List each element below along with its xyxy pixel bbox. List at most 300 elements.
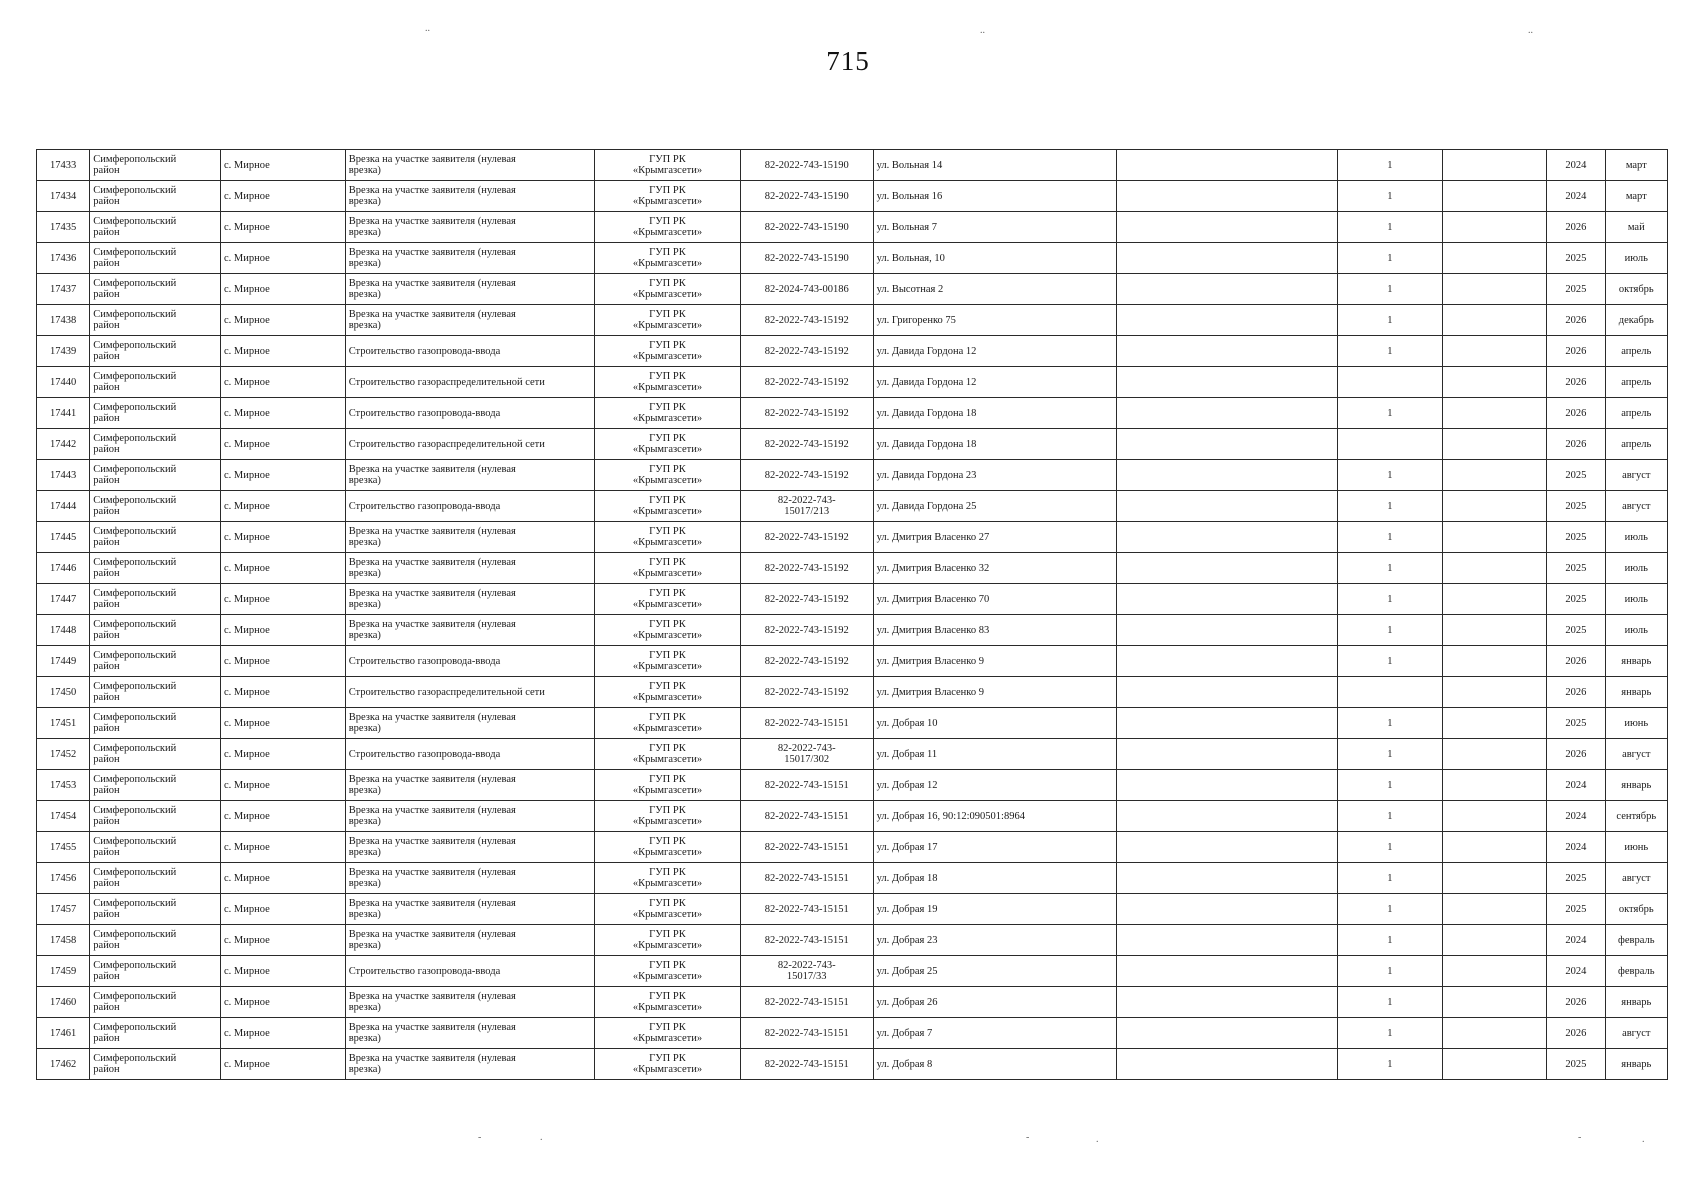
cell-line: Симферопольский (93, 1053, 177, 1064)
empty-cell (1116, 708, 1337, 739)
district-cell (90, 677, 221, 708)
tech-conditions-number-cell (740, 770, 873, 801)
cell-line: врезка) (348, 940, 381, 951)
work-type-cell (345, 832, 594, 863)
month-cell: август (1605, 491, 1667, 522)
table-row (37, 770, 1668, 801)
table-row (37, 677, 1668, 708)
work-type-cell (345, 708, 594, 739)
cell-line: врезка) (348, 196, 381, 207)
empty-cell (1442, 801, 1547, 832)
year-cell: 2024 (1547, 150, 1605, 181)
cell-line: район (93, 289, 120, 300)
work-type-cell (345, 801, 594, 832)
tech-conditions-number-cell (740, 429, 873, 460)
cell-line: Симферопольский (93, 898, 177, 909)
cell-line: ГУП РК (649, 1053, 686, 1064)
tech-conditions-number-cell (740, 150, 873, 181)
cell-line: ГУП РК (649, 991, 686, 1002)
year-cell: 2026 (1547, 677, 1605, 708)
locality-cell: с. Мирное (221, 1018, 346, 1049)
cell-line: Строительство газопровода-ввода (348, 407, 501, 419)
cell-line: «Крымгазсети» (632, 971, 703, 982)
address-cell: ул. Дмитрия Власенко 70 (873, 584, 1116, 615)
row-number: 17440 (37, 367, 90, 398)
scan-speck: .. (1528, 25, 1533, 36)
locality-cell: с. Мирное (221, 894, 346, 925)
cell-line: Симферопольский (93, 278, 177, 289)
cell-line: «Крымгазсети» (632, 661, 703, 672)
cell-line: Симферопольский (93, 805, 177, 816)
district-cell (90, 336, 221, 367)
organization-cell (595, 398, 741, 429)
cell-line: ГУП РК (649, 154, 686, 165)
quantity-cell: 1 (1338, 274, 1443, 305)
cell-line: Симферопольский (93, 991, 177, 1002)
organization-cell (595, 181, 741, 212)
organization-cell (595, 274, 741, 305)
address-cell: ул. Дмитрия Власенко 32 (873, 553, 1116, 584)
quantity-cell: 1 (1338, 646, 1443, 677)
tech-conditions-number-cell (740, 739, 873, 770)
year-cell: 2025 (1547, 708, 1605, 739)
organization-cell (595, 677, 741, 708)
empty-cell (1442, 584, 1547, 615)
scan-speck: . (540, 1132, 543, 1143)
cell-line: «Крымгазсети» (632, 785, 703, 796)
row-number: 17434 (37, 181, 90, 212)
table-row (37, 522, 1668, 553)
district-cell (90, 615, 221, 646)
cell-line: врезка) (348, 847, 381, 858)
empty-cell (1116, 367, 1337, 398)
empty-cell (1116, 150, 1337, 181)
empty-cell (1442, 646, 1547, 677)
cell-line: ГУП РК (649, 433, 686, 444)
address-cell: ул. Давида Гордона 23 (873, 460, 1116, 491)
district-cell (90, 367, 221, 398)
row-number: 17457 (37, 894, 90, 925)
cell-line: район (93, 1033, 120, 1044)
month-cell: октябрь (1605, 274, 1667, 305)
cell-line: 82-2022-743-15151 (764, 903, 849, 915)
quantity-cell: 1 (1338, 770, 1443, 801)
month-cell: март (1605, 150, 1667, 181)
cell-line: Строительство газораспределительной сети (348, 438, 545, 450)
cell-line: Врезка на участке заявителя (нулевая (348, 1053, 516, 1064)
cell-line: Симферопольский (93, 154, 177, 165)
organization-cell (595, 367, 741, 398)
cell-line: район (93, 971, 120, 982)
cell-line: 82-2022-743-15151 (764, 872, 849, 884)
tech-conditions-number-cell (740, 522, 873, 553)
work-type-cell (345, 243, 594, 274)
cell-line: «Крымгазсети» (632, 940, 703, 951)
tech-conditions-number-cell (740, 336, 873, 367)
month-cell: сентябрь (1605, 801, 1667, 832)
address-cell: ул. Вольная, 10 (873, 243, 1116, 274)
cell-line: врезка) (348, 258, 381, 269)
cell-line: Строительство газопровода-ввода (348, 965, 501, 977)
cell-line: врезка) (348, 1002, 381, 1013)
quantity-cell: 1 (1338, 1018, 1443, 1049)
cell-line: Врезка на участке заявителя (нулевая (348, 712, 516, 723)
cell-line: район (93, 413, 120, 424)
quantity-cell: 1 (1338, 305, 1443, 336)
empty-cell (1442, 274, 1547, 305)
year-cell: 2025 (1547, 615, 1605, 646)
empty-cell (1116, 181, 1337, 212)
district-cell (90, 584, 221, 615)
empty-cell (1116, 429, 1337, 460)
table-row (37, 894, 1668, 925)
address-cell: ул. Григоренко 75 (873, 305, 1116, 336)
quantity-cell: 1 (1338, 832, 1443, 863)
tech-conditions-number-cell (740, 181, 873, 212)
cell-line: район (93, 692, 120, 703)
address-cell: ул. Высотная 2 (873, 274, 1116, 305)
empty-cell (1442, 1049, 1547, 1080)
district-cell (90, 646, 221, 677)
cell-line: 82-2022-743-15151 (764, 934, 849, 946)
locality-cell: с. Мирное (221, 367, 346, 398)
empty-cell (1116, 1049, 1337, 1080)
cell-line: район (93, 444, 120, 455)
cell-line: врезка) (348, 599, 381, 610)
table-row (37, 925, 1668, 956)
cell-line: Врезка на участке заявителя (нулевая (348, 185, 516, 196)
work-type-cell (345, 336, 594, 367)
work-type-cell (345, 615, 594, 646)
cell-line: Врезка на участке заявителя (нулевая (348, 247, 516, 258)
organization-cell (595, 801, 741, 832)
empty-cell (1116, 987, 1337, 1018)
cell-line: район (93, 537, 120, 548)
cell-line: 82-2022-743-15151 (764, 717, 849, 729)
tech-conditions-number-cell (740, 646, 873, 677)
cell-line: Врезка на участке заявителя (нулевая (348, 154, 516, 165)
work-type-cell (345, 894, 594, 925)
cell-line: Врезка на участке заявителя (нулевая (348, 216, 516, 227)
cell-line: ГУП РК (649, 340, 686, 351)
quantity-cell (1338, 367, 1443, 398)
empty-cell (1116, 677, 1337, 708)
cell-line: врезка) (348, 475, 381, 486)
cell-line: «Крымгазсети» (632, 351, 703, 362)
month-cell: апрель (1605, 336, 1667, 367)
cell-line: район (93, 723, 120, 734)
organization-cell (595, 491, 741, 522)
month-cell: январь (1605, 677, 1667, 708)
quantity-cell (1338, 677, 1443, 708)
cell-line: ГУП РК (649, 588, 686, 599)
cell-line: ГУП РК (649, 247, 686, 258)
scan-speck: - (478, 1132, 482, 1143)
quantity-cell (1338, 429, 1443, 460)
cell-line: район (93, 940, 120, 951)
year-cell: 2025 (1547, 894, 1605, 925)
quantity-cell: 1 (1338, 615, 1443, 646)
empty-cell (1116, 801, 1337, 832)
address-cell: ул. Добрая 26 (873, 987, 1116, 1018)
cell-line: врезка) (348, 1033, 381, 1044)
gasification-register-table (36, 149, 1668, 1080)
cell-line: ГУП РК (649, 402, 686, 413)
cell-line: Симферопольский (93, 309, 177, 320)
cell-line: «Крымгазсети» (632, 196, 703, 207)
cell-line: ГУП РК (649, 309, 686, 320)
organization-cell (595, 739, 741, 770)
cell-line: Врезка на участке заявителя (нулевая (348, 991, 516, 1002)
cell-line: Симферопольский (93, 433, 177, 444)
empty-cell (1442, 212, 1547, 243)
cell-line: Симферопольский (93, 371, 177, 382)
quantity-cell: 1 (1338, 863, 1443, 894)
cell-line: 82-2022-743-15192 (764, 531, 849, 543)
address-cell: ул. Дмитрия Власенко 83 (873, 615, 1116, 646)
cell-line: 15017/213 (784, 506, 830, 517)
district-cell (90, 522, 221, 553)
cell-line: 82-2022-743- (777, 960, 836, 971)
locality-cell: с. Мирное (221, 553, 346, 584)
month-cell: апрель (1605, 429, 1667, 460)
cell-line: район (93, 351, 120, 362)
month-cell: декабрь (1605, 305, 1667, 336)
year-cell: 2026 (1547, 646, 1605, 677)
cell-line: врезка) (348, 909, 381, 920)
empty-cell (1116, 770, 1337, 801)
organization-cell (595, 925, 741, 956)
cell-line: «Крымгазсети» (632, 1002, 703, 1013)
cell-line: Строительство газопровода-ввода (348, 345, 501, 357)
work-type-cell (345, 1049, 594, 1080)
cell-line: Симферопольский (93, 619, 177, 630)
cell-line: Симферопольский (93, 495, 177, 506)
organization-cell (595, 956, 741, 987)
row-number: 17454 (37, 801, 90, 832)
cell-line: 82-2022-743-15151 (764, 841, 849, 853)
cell-line: 82-2022-743-15151 (764, 996, 849, 1008)
locality-cell: с. Мирное (221, 987, 346, 1018)
empty-cell (1442, 863, 1547, 894)
empty-cell (1116, 615, 1337, 646)
cell-line: Врезка на участке заявителя (нулевая (348, 805, 516, 816)
cell-line: Симферопольский (93, 402, 177, 413)
empty-cell (1442, 1018, 1547, 1049)
empty-cell (1442, 677, 1547, 708)
row-number: 17446 (37, 553, 90, 584)
cell-line: врезка) (348, 1064, 381, 1075)
tech-conditions-number-cell (740, 305, 873, 336)
organization-cell (595, 615, 741, 646)
month-cell: июнь (1605, 708, 1667, 739)
cell-line: «Крымгазсети» (632, 909, 703, 920)
district-cell (90, 274, 221, 305)
row-number: 17458 (37, 925, 90, 956)
tech-conditions-number-cell (740, 956, 873, 987)
cell-line: 82-2022-743-15192 (764, 407, 849, 419)
cell-line: 82-2022-743- (777, 495, 836, 506)
district-cell (90, 832, 221, 863)
tech-conditions-number-cell (740, 367, 873, 398)
cell-line: район (93, 630, 120, 641)
district-cell (90, 460, 221, 491)
cell-line: Симферопольский (93, 960, 177, 971)
quantity-cell: 1 (1338, 925, 1443, 956)
scan-speck: . (1642, 1134, 1645, 1145)
organization-cell (595, 522, 741, 553)
cell-line: 82-2022-743-15192 (764, 345, 849, 357)
cell-line: район (93, 165, 120, 176)
address-cell: ул. Добрая 23 (873, 925, 1116, 956)
cell-line: врезка) (348, 568, 381, 579)
locality-cell: с. Мирное (221, 615, 346, 646)
empty-cell (1442, 553, 1547, 584)
empty-cell (1116, 553, 1337, 584)
month-cell: август (1605, 460, 1667, 491)
cell-line: район (93, 320, 120, 331)
cell-line: район (93, 754, 120, 765)
cell-line: Симферопольский (93, 681, 177, 692)
row-number: 17461 (37, 1018, 90, 1049)
cell-line: Симферопольский (93, 185, 177, 196)
address-cell: ул. Давида Гордона 18 (873, 398, 1116, 429)
locality-cell: с. Мирное (221, 274, 346, 305)
work-type-cell (345, 739, 594, 770)
row-number: 17460 (37, 987, 90, 1018)
cell-line: ГУП РК (649, 495, 686, 506)
tech-conditions-number-cell (740, 863, 873, 894)
empty-cell (1442, 491, 1547, 522)
table-row (37, 460, 1668, 491)
tech-conditions-number-cell (740, 460, 873, 491)
tech-conditions-number-cell (740, 677, 873, 708)
cell-line: Врезка на участке заявителя (нулевая (348, 929, 516, 940)
row-number: 17447 (37, 584, 90, 615)
cell-line: врезка) (348, 630, 381, 641)
locality-cell: с. Мирное (221, 584, 346, 615)
tech-conditions-number-cell (740, 1018, 873, 1049)
cell-line: район (93, 382, 120, 393)
cell-line: ГУП РК (649, 774, 686, 785)
cell-line: ГУП РК (649, 743, 686, 754)
cell-line: «Крымгазсети» (632, 816, 703, 827)
organization-cell (595, 1018, 741, 1049)
month-cell: июнь (1605, 832, 1667, 863)
address-cell: ул. Добрая 19 (873, 894, 1116, 925)
work-type-cell (345, 398, 594, 429)
organization-cell (595, 243, 741, 274)
table-row (37, 863, 1668, 894)
locality-cell: с. Мирное (221, 150, 346, 181)
locality-cell: с. Мирное (221, 212, 346, 243)
cell-line: врезка) (348, 878, 381, 889)
month-cell: апрель (1605, 367, 1667, 398)
month-cell: июль (1605, 243, 1667, 274)
empty-cell (1116, 212, 1337, 243)
month-cell: март (1605, 181, 1667, 212)
work-type-cell (345, 367, 594, 398)
cell-line: район (93, 506, 120, 517)
address-cell: ул. Давида Гордона 25 (873, 491, 1116, 522)
quantity-cell: 1 (1338, 398, 1443, 429)
year-cell: 2025 (1547, 863, 1605, 894)
quantity-cell: 1 (1338, 1049, 1443, 1080)
locality-cell: с. Мирное (221, 491, 346, 522)
cell-line: ГУП РК (649, 929, 686, 940)
address-cell: ул. Дмитрия Власенко 9 (873, 677, 1116, 708)
district-cell (90, 925, 221, 956)
year-cell: 2026 (1547, 429, 1605, 460)
cell-line: Врезка на участке заявителя (нулевая (348, 588, 516, 599)
month-cell: июль (1605, 522, 1667, 553)
cell-line: врезка) (348, 289, 381, 300)
table-row (37, 956, 1668, 987)
cell-line: «Крымгазсети» (632, 537, 703, 548)
month-cell: август (1605, 863, 1667, 894)
cell-line: Врезка на участке заявителя (нулевая (348, 278, 516, 289)
empty-cell (1116, 398, 1337, 429)
month-cell: январь (1605, 1049, 1667, 1080)
year-cell: 2025 (1547, 553, 1605, 584)
quantity-cell: 1 (1338, 801, 1443, 832)
work-type-cell (345, 274, 594, 305)
table-row (37, 1018, 1668, 1049)
cell-line: «Крымгазсети» (632, 723, 703, 734)
cell-line: ГУП РК (649, 681, 686, 692)
cell-line: 15017/33 (786, 971, 827, 982)
table-row (37, 553, 1668, 584)
cell-line: ГУП РК (649, 960, 686, 971)
tech-conditions-number-cell (740, 212, 873, 243)
organization-cell (595, 584, 741, 615)
cell-line: Симферопольский (93, 216, 177, 227)
empty-cell (1116, 522, 1337, 553)
locality-cell: с. Мирное (221, 770, 346, 801)
cell-line: «Крымгазсети» (632, 475, 703, 486)
year-cell: 2026 (1547, 367, 1605, 398)
row-number: 17448 (37, 615, 90, 646)
month-cell: январь (1605, 770, 1667, 801)
cell-line: ГУП РК (649, 371, 686, 382)
district-cell (90, 863, 221, 894)
locality-cell: с. Мирное (221, 398, 346, 429)
locality-cell: с. Мирное (221, 1049, 346, 1080)
work-type-cell (345, 181, 594, 212)
month-cell: февраль (1605, 956, 1667, 987)
cell-line: Строительство газопровода-ввода (348, 500, 501, 512)
year-cell: 2024 (1547, 956, 1605, 987)
cell-line: Симферопольский (93, 557, 177, 568)
organization-cell (595, 305, 741, 336)
cell-line: ГУП РК (649, 216, 686, 227)
district-cell (90, 181, 221, 212)
cell-line: 82-2022-743-15192 (764, 562, 849, 574)
cell-line: врезка) (348, 537, 381, 548)
year-cell: 2025 (1547, 584, 1605, 615)
cell-line: ГУП РК (649, 464, 686, 475)
cell-line: Строительство газораспределительной сети (348, 686, 545, 698)
cell-line: 82-2022-743-15151 (764, 779, 849, 791)
cell-line: Врезка на участке заявителя (нулевая (348, 836, 516, 847)
cell-line: ГУП РК (649, 619, 686, 630)
year-cell: 2025 (1547, 491, 1605, 522)
empty-cell (1116, 460, 1337, 491)
row-number: 17445 (37, 522, 90, 553)
empty-cell (1116, 336, 1337, 367)
year-cell: 2025 (1547, 274, 1605, 305)
year-cell: 2025 (1547, 243, 1605, 274)
